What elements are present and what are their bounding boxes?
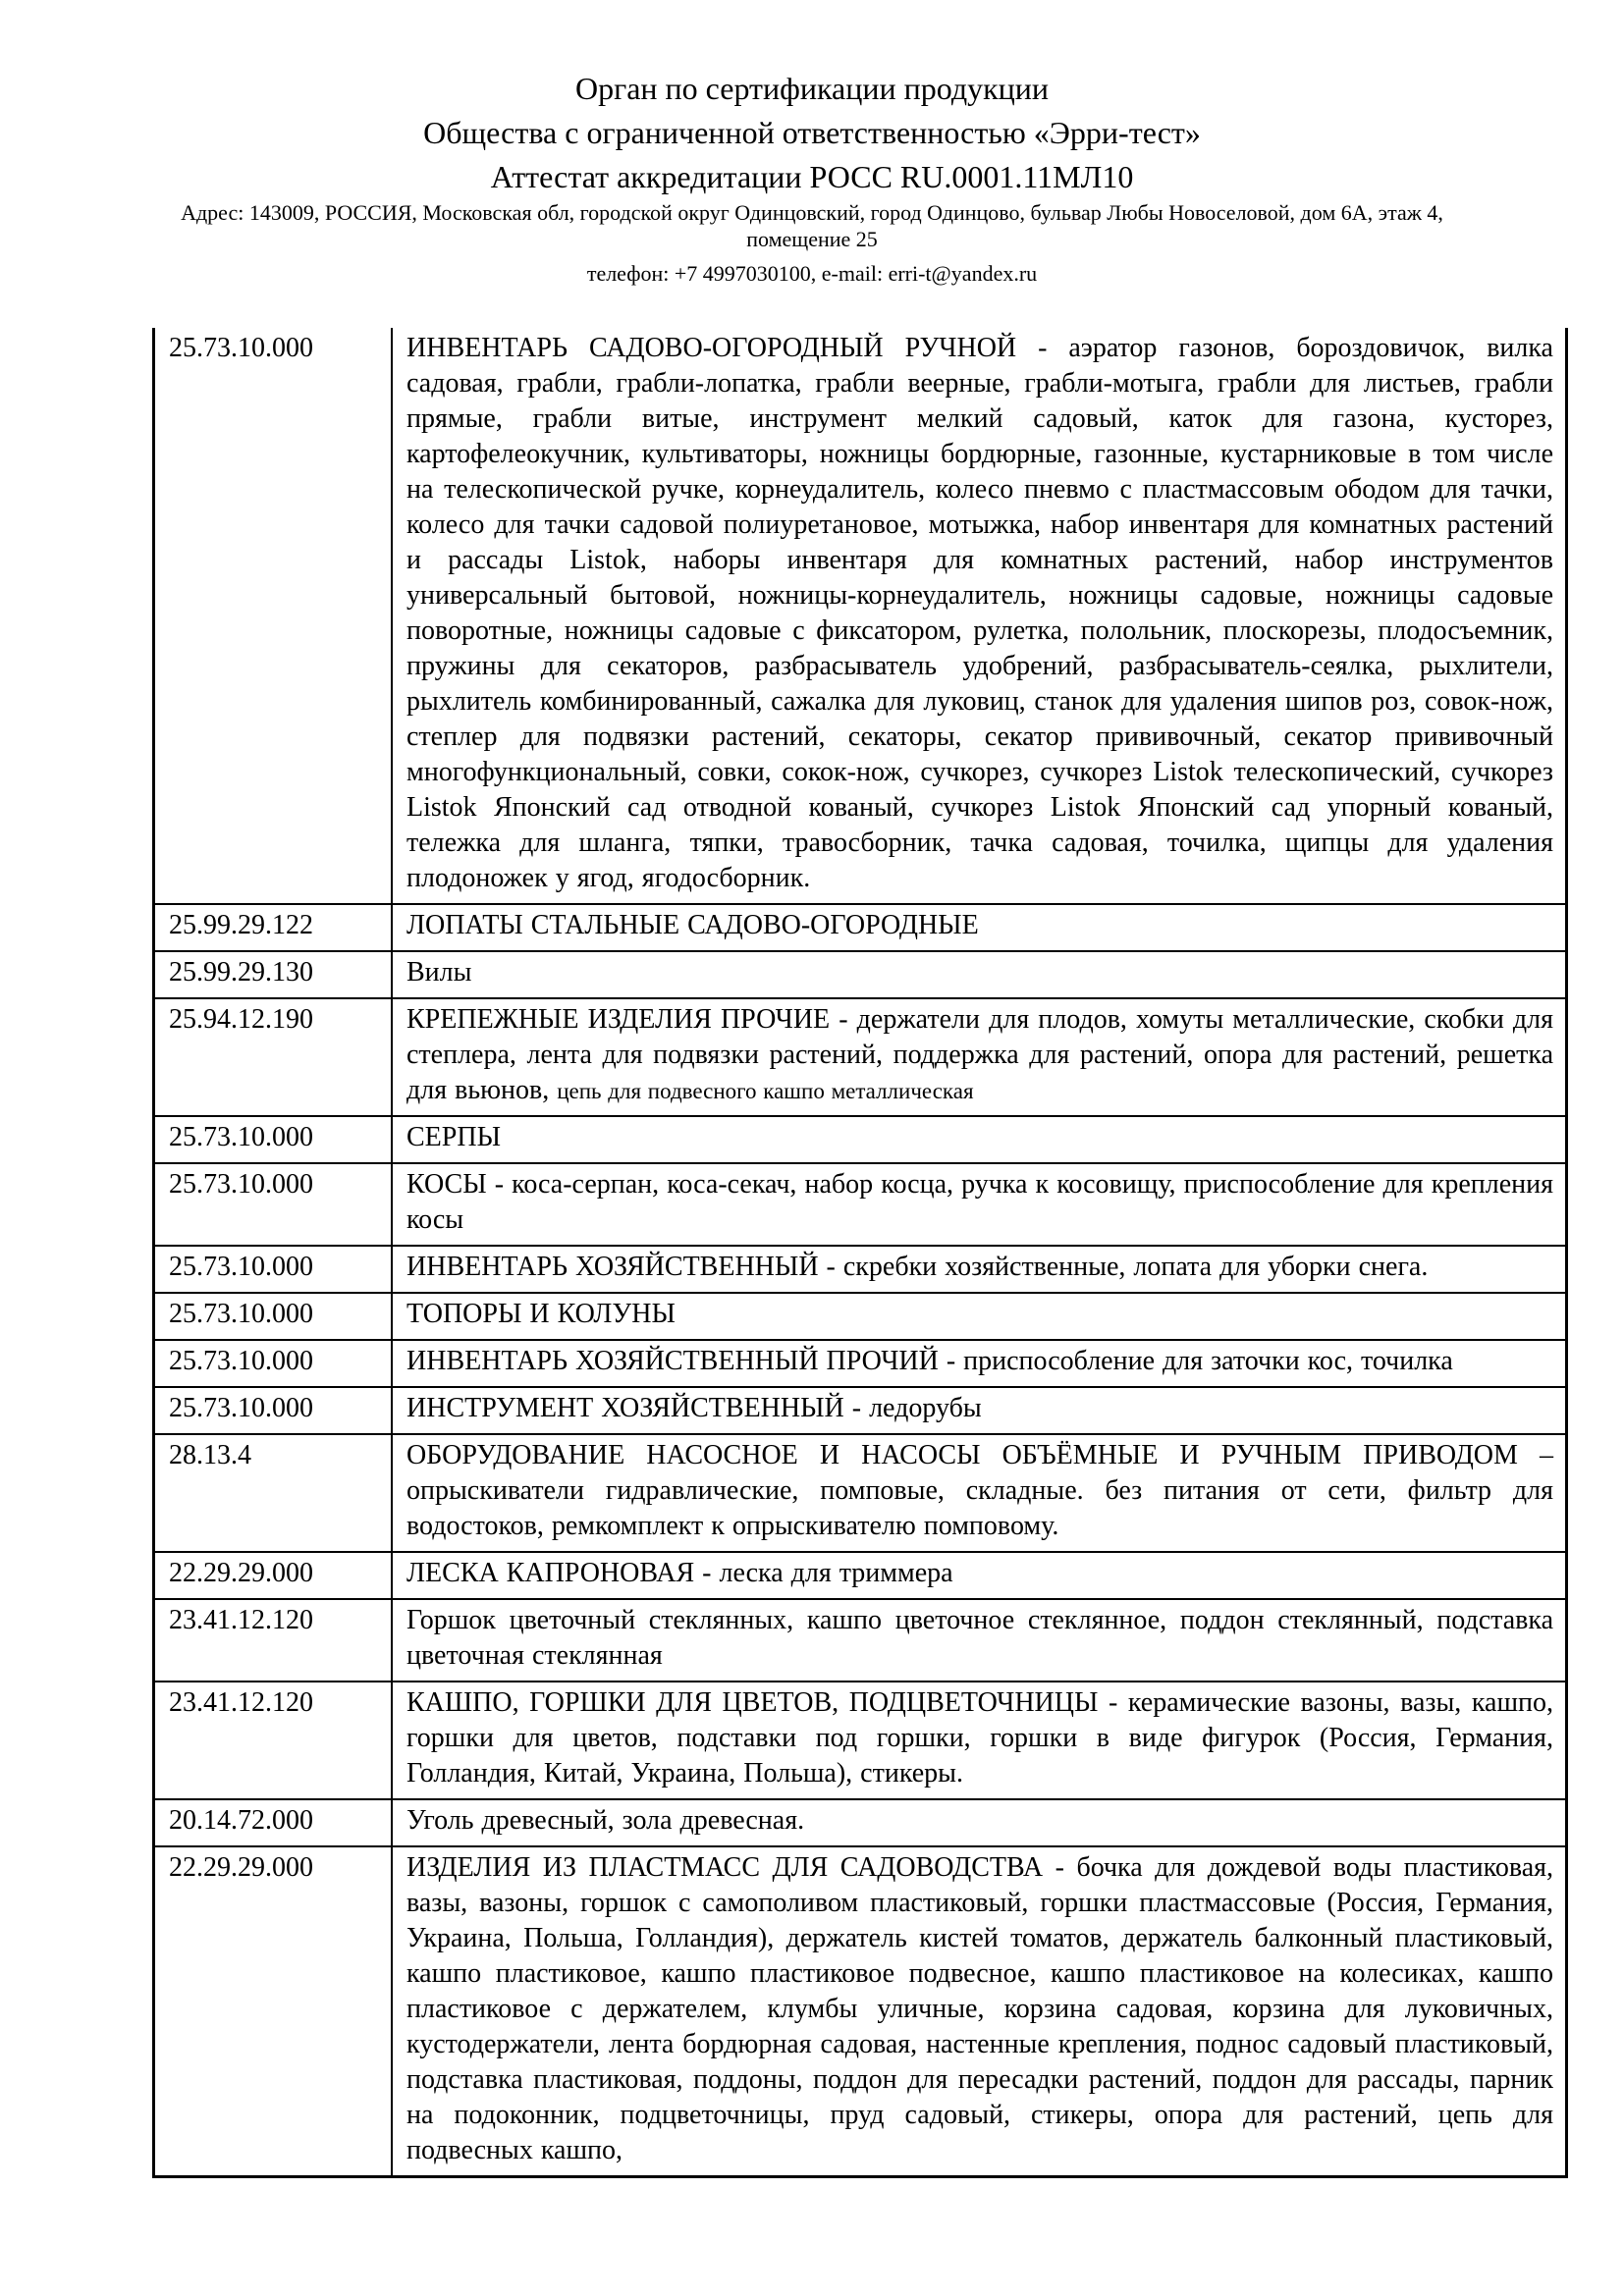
description-cell xyxy=(392,1163,1567,1246)
description-cell xyxy=(392,1340,1567,1387)
table-row xyxy=(154,328,1567,904)
description-cell xyxy=(392,1387,1567,1434)
description-text: ТОПОРЫ И КОЛУНЫ xyxy=(406,1299,676,1329)
description-cell xyxy=(392,904,1567,951)
table-row xyxy=(154,1599,1567,1682)
description-text: ЛЕСКА КАПРОНОВАЯ - леска для триммера xyxy=(406,1558,953,1588)
description-cell xyxy=(392,1116,1567,1163)
description-small-text: цепь для подвесного кашпо металлическая xyxy=(557,1079,974,1103)
description-cell xyxy=(392,1552,1567,1599)
description-text: Уголь древесный, зола древесная. xyxy=(406,1805,805,1836)
code-cell: 23.41.12.120 xyxy=(154,1599,393,1682)
org-contacts: телефон: +7 4997030100, e-mail: erri-t@yandex.ru xyxy=(586,261,1038,286)
code-cell: 20.14.72.000 xyxy=(154,1799,393,1846)
table-row xyxy=(154,904,1567,951)
description-text: КОСЫ - коса-серпан, коса-секач, набор косца, ручка к косовищу, приспособление для крепления косы xyxy=(406,1169,1553,1235)
description-cell xyxy=(392,328,1567,904)
table-row xyxy=(154,1682,1567,1799)
code-cell: 22.29.29.000 xyxy=(154,1846,393,2177)
description-cell xyxy=(392,1799,1567,1846)
code-cell: 25.73.10.000 xyxy=(154,1340,393,1387)
table-row xyxy=(154,1799,1567,1846)
description-cell xyxy=(392,1434,1567,1552)
code-cell: 25.99.29.122 xyxy=(154,904,393,951)
code-cell: 25.94.12.190 xyxy=(154,998,393,1116)
code-cell: 25.99.29.130 xyxy=(154,951,393,998)
org-address-line-1: Адрес: 143009, РОССИЯ, Московская обл, городской округ Одинцовский, город Одинцово, бульвар Любы Новоселовой, дом 6А, этаж 4, xyxy=(181,200,1443,225)
description-cell xyxy=(392,998,1567,1116)
description-text: Горшок цветочный стеклянных, кашпо цветочное стеклянное, поддон стеклянный, подставка цветочная стеклянная xyxy=(406,1605,1553,1671)
description-text: КРЕПЕЖНЫЕ ИЗДЕЛИЯ ПРОЧИЕ - держатели для плодов, хомуты металлические, скобки для степлера, лента для подвязки растений, поддержка для растений, опора для растений, решетка для вьюнов, xyxy=(406,1004,1553,1105)
code-cell: 22.29.29.000 xyxy=(154,1552,393,1599)
products-table xyxy=(152,328,1568,2178)
description-text: ЛОПАТЫ СТАЛЬНЫЕ САДОВО-ОГОРОДНЫЕ xyxy=(406,910,979,940)
description-text: ИНСТРУМЕНТ ХОЗЯЙСТВЕННЫЙ - ледорубы xyxy=(406,1393,982,1423)
code-cell: 25.73.10.000 xyxy=(154,1163,393,1246)
table-row xyxy=(154,1552,1567,1599)
org-title-line-1: Орган по сертификации продукции xyxy=(574,71,1050,106)
table-row xyxy=(154,1340,1567,1387)
description-text: КАШПО, ГОРШКИ ДЛЯ ЦВЕТОВ, ПОДЦВЕТОЧНИЦЫ - керамические вазоны, вазы, кашпо, горшки для цветов, подставки под горшки, горшки в виде фигурок (Россия, Германия, Голландия, Китай, Украина, Польша), стикеры. xyxy=(406,1687,1553,1789)
table-row xyxy=(154,951,1567,998)
description-cell xyxy=(392,951,1567,998)
accreditation-line: Аттестат аккредитации РОСС RU.0001.11МЛ10 xyxy=(490,159,1134,194)
description-text: Вилы xyxy=(406,957,472,988)
table-row xyxy=(154,1246,1567,1293)
table-row xyxy=(154,1846,1567,2177)
doc-header xyxy=(0,0,1624,287)
code-cell: 25.73.10.000 xyxy=(154,1293,393,1340)
code-cell: 25.73.10.000 xyxy=(154,1246,393,1293)
description-cell xyxy=(392,1293,1567,1340)
description-cell xyxy=(392,1846,1567,2177)
description-text: СЕРПЫ xyxy=(406,1122,501,1152)
code-cell: 25.73.10.000 xyxy=(154,328,393,904)
description-text: ИНВЕНТАРЬ ХОЗЯЙСТВЕННЫЙ ПРОЧИЙ - приспособление для заточки кос, точилка xyxy=(406,1346,1453,1376)
description-cell xyxy=(392,1682,1567,1799)
org-title-line-2: Общества с ограниченной ответственностью «Эрри-тест» xyxy=(423,115,1201,150)
table-row xyxy=(154,1434,1567,1552)
code-cell: 25.73.10.000 xyxy=(154,1116,393,1163)
org-address-line-2: помещение 25 xyxy=(746,227,878,251)
header-spacer xyxy=(0,252,1624,260)
code-cell: 23.41.12.120 xyxy=(154,1682,393,1799)
code-cell: 28.13.4 xyxy=(154,1434,393,1552)
table-row xyxy=(154,1163,1567,1246)
table-row xyxy=(154,1293,1567,1340)
description-cell xyxy=(392,1599,1567,1682)
table-row xyxy=(154,998,1567,1116)
table-row xyxy=(154,1387,1567,1434)
description-text: ИЗДЕЛИЯ ИЗ ПЛАСТМАСС ДЛЯ САДОВОДСТВА - бочка для дождевой воды пластиковая, вазы, вазоны, горшок с самополивом пластиковый, горшки пластмассовые (Россия, Германия, Украина, Польша, Голландия), держатель кистей томатов, держатель балконный пластиковый, кашпо пластиковое, кашпо пластиковое подвесное, кашпо пластиковое на колесиках, кашпо пластиковое с держателем, клумбы уличные, корзина садовая, корзина для луковичных, кустодержатели, лента бордюрная садовая, настенные крепления, поднос садовый пластиковый, подставка пластиковая, поддоны, поддон для пересадки растений, поддон для рассады, парник на подоконник, подцветочницы, пруд садовый, стикеры, опора для растений, цепь для подвесных кашпо, xyxy=(406,1852,1553,2165)
code-cell: 25.73.10.000 xyxy=(154,1387,393,1434)
table-row xyxy=(154,1116,1567,1163)
description-text: ИНВЕНТАРЬ ХОЗЯЙСТВЕННЫЙ - скребки хозяйственные, лопата для уборки снега. xyxy=(406,1252,1429,1282)
description-cell xyxy=(392,1246,1567,1293)
description-text: ОБОРУДОВАНИЕ НАСОСНОЕ И НАСОСЫ ОБЪЁМНЫЕ И РУЧНЫМ ПРИВОДОМ – опрыскиватели гидравлические, помповые, складные. без питания от сети, фильтр для водостоков, ремкомплект к опрыскивателю помповому. xyxy=(406,1440,1553,1541)
description-text: ИНВЕНТАРЬ САДОВО-ОГОРОДНЫЙ РУЧНОЙ - аэратор газонов, бороздовичок, вилка садовая, грабли, грабли-лопатка, грабли веерные, грабли-мотыга, грабли для листьев, грабли прямые, грабли витые, инструмент мелкий садовый, каток для газона, кусторез, картофелеокучник, культиваторы, ножницы бордюрные, газонные, кустарниковые в том числе на телескопической ручке, корнеудалитель, колесо пневмо с пластмассовым ободом для тачки, колесо для тачки садовой полиуретановое, мотыжка, набор инвентаря для комнатных растений и рассады Listok, наборы инвентаря для комнатных растений, набор инструментов универсальный бытовой, ножницы-корнеудалитель, ножницы садовые, ножницы садовые поворотные, ножницы садовые с фиксатором, рулетка, полольник, плоскорезы, плодосъемник, пружины для секаторов, разбрасыватель удобрений, разбрасыватель-сеялка, рыхлители, рыхлитель комбинированный, сажалка для луковиц, станок для удаления шипов роз, совок-нож, степлер для подвязки растений, секаторы, секатор прививочный, секатор прививочный многофункциональный, совки, сокок-нож, сучкорез, сучкорез Listok телескопический, сучкорез Listok Японский сад отводной кованый, сучкорез Listok Японский сад упорный кованый, тележка для шланга, тяпки, травосборник, тачка садовая, точилка, щипцы для удаления плодоножек у ягод, ягодосборник. xyxy=(406,333,1554,893)
